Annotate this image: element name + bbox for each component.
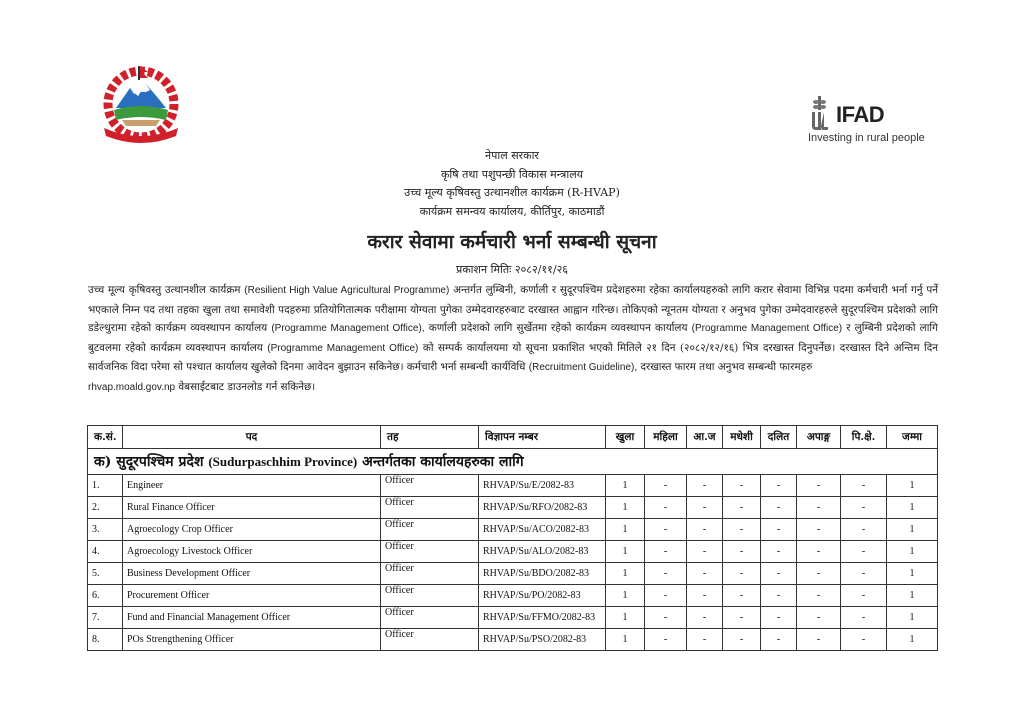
cell-madhesi: - (723, 607, 761, 629)
cell-serial: 1. (88, 475, 123, 497)
cell-dalit: - (761, 585, 797, 607)
cell-women: - (645, 607, 687, 629)
cell-disabled: - (797, 629, 841, 651)
cell-total: 1 (887, 563, 938, 585)
cell-backward-region: - (841, 519, 887, 541)
para-text: र लुम्बिनी प्रदेशको लागि बुटवलमा रहेको कार्यक्रम व्यवस्थापन कार्यालय (88, 322, 938, 354)
cell-dalit: - (761, 497, 797, 519)
ifad-wordmark: IFAD (836, 102, 885, 127)
cell-post: Engineer (123, 475, 381, 497)
cell-total: 1 (887, 629, 938, 651)
cell-advert-no: RHVAP/Su/PSO/2082-83 (479, 629, 606, 651)
cell-madhesi: - (723, 629, 761, 651)
cell-open: 1 (606, 497, 645, 519)
cell-open: 1 (606, 475, 645, 497)
col-open: खुला (606, 426, 645, 449)
cell-total: 1 (887, 497, 938, 519)
cell-serial: 4. (88, 541, 123, 563)
col-disabled: अपाङ्ग (797, 426, 841, 449)
cell-women: - (645, 519, 687, 541)
cell-indigenous: - (687, 519, 723, 541)
notice-paragraph (88, 281, 938, 398)
cell-madhesi: - (723, 541, 761, 563)
column-header-row (88, 426, 938, 449)
cell-indigenous: - (687, 629, 723, 651)
cell-madhesi: - (723, 475, 761, 497)
table-row (88, 563, 938, 585)
para-text: दरखास्त फारम तथा अनुभव सम्बन्धी फारमहरु (640, 361, 813, 374)
cell-advert-no: RHVAP/Su/E/2082-83 (479, 475, 606, 497)
col-indigenous: आ.ज (687, 426, 723, 449)
header-line-programme: उच्च मूल्य कृषिवस्तु उत्थानशील कार्यक्रम (R-HVAP) (404, 186, 620, 199)
cell-level: Officer (381, 563, 479, 585)
col-serial: क.सं. (88, 426, 123, 449)
cell-indigenous: - (687, 563, 723, 585)
cell-disabled: - (797, 541, 841, 563)
ifad-logo (806, 96, 936, 146)
cell-level: Officer (381, 519, 479, 541)
cell-serial: 7. (88, 607, 123, 629)
cell-level: Officer (381, 475, 479, 497)
cell-madhesi: - (723, 497, 761, 519)
cell-disabled: - (797, 519, 841, 541)
cell-backward-region: - (841, 629, 887, 651)
col-madhesi: मधेशी (723, 426, 761, 449)
cell-indigenous: - (687, 585, 723, 607)
cell-dalit: - (761, 475, 797, 497)
cell-total: 1 (887, 475, 938, 497)
cell-post: Rural Finance Officer (123, 497, 381, 519)
cell-total: 1 (887, 607, 938, 629)
cell-dalit: - (761, 629, 797, 651)
para-text-en: (Recruitment Guideline), (528, 362, 638, 374)
cell-backward-region: - (841, 563, 887, 585)
cell-post: Agroecology Livestock Officer (123, 541, 381, 563)
cell-dalit: - (761, 607, 797, 629)
cell-post: Fund and Financial Management Officer (123, 607, 381, 629)
cell-advert-no: RHVAP/Su/BDO/2082-83 (479, 563, 606, 585)
page-title: करार सेवामा कर्मचारी भर्ना सम्बन्धी सूचना (367, 231, 657, 253)
cell-indigenous: - (687, 541, 723, 563)
cell-disabled: - (797, 585, 841, 607)
col-advert-no: विज्ञापन नम्बर (479, 426, 606, 449)
table-row (88, 629, 938, 651)
para-text: वेबसाईटबाट डाउनलोड गर्न सकिनेछ। (178, 380, 316, 393)
para-text: को सम्पर्क कार्यालयमा यो सूचना प्रकाशित भएको मितिले २१ दिन (२०८२/१२/१६) भित्र दरखास्त दिनुपर्नेछ। दरखास्त दिने अन्तिम दिन सार्वजनिक विदा परेमा सो पश्चात कार्यालय खुलेको दिनमा आवेदन बुझाउन सकिनेछ। कर्मचारी भर्ना सम्बन्धी कार्यविधि (88, 341, 938, 374)
cell-open: 1 (606, 585, 645, 607)
cell-women: - (645, 541, 687, 563)
ifad-wheat-icon (806, 96, 834, 132)
cell-total: 1 (887, 519, 938, 541)
cell-dalit: - (761, 519, 797, 541)
header-line-ministry: कृषि तथा पशुपन्छी विकास मन्त्रालय (440, 168, 584, 181)
section-title (88, 449, 938, 475)
para-text: अन्तर्गत लुम्बिनी, कर्णाली र सुदूरपश्चिम प्रदेशहरुमा रहेका कार्यालयहरुको लागि करार सेवामा विभिन्न पदमा कर्मचारी भर्ना गर्नु पर्ने भएकाले निम्न पद तथा तहका खुला तथा समावेशी पदहरुमा प्रतियोगितात्मक परीक्षामा योग्यता पुगेका उम्मेदवारहरुबाट दरखास्त आह्वान गरिन्छ। तोकिएको न्यूनतम योग्यता र अनुभव पुगेका उम्मेदवारहरुले सुदूरपश्चिम प्रदेशको लागि डडेल्धुरामा रहेको कार्यक्रम व्यवस्थापन कार्यालय (88, 284, 938, 335)
cell-women: - (645, 629, 687, 651)
cell-women: - (645, 585, 687, 607)
cell-serial: 6. (88, 585, 123, 607)
cell-serial: 5. (88, 563, 123, 585)
para-text-en: (Resilient High Value Agricultural Programme) (244, 285, 450, 296)
col-dalit: दलित (761, 426, 797, 449)
cell-indigenous: - (687, 607, 723, 629)
header-line-office: कार्यक्रम समन्वय कार्यालय, कीर्तिपुर, काठमाडौं (419, 205, 605, 218)
cell-backward-region: - (841, 541, 887, 563)
para-text-en: (Programme Management Office) (691, 323, 843, 335)
table-row (88, 497, 938, 519)
cell-backward-region: - (841, 585, 887, 607)
positions-table (87, 425, 938, 651)
cell-disabled: - (797, 497, 841, 519)
cell-level: Officer (381, 497, 479, 519)
cell-advert-no: RHVAP/Su/FFMO/2082-83 (479, 607, 606, 629)
table-row (88, 607, 938, 629)
cell-open: 1 (606, 563, 645, 585)
cell-level: Officer (381, 585, 479, 607)
cell-madhesi: - (723, 519, 761, 541)
col-women: महिला (645, 426, 687, 449)
col-total: जम्मा (887, 426, 938, 449)
cell-total: 1 (887, 585, 938, 607)
cell-serial: 2. (88, 497, 123, 519)
cell-women: - (645, 497, 687, 519)
cell-indigenous: - (687, 497, 723, 519)
cell-advert-no: RHVAP/Su/ACO/2082-83 (479, 519, 606, 541)
section-title-en: (Sudurpaschhim Province) (208, 454, 358, 469)
cell-disabled: - (797, 607, 841, 629)
cell-indigenous: - (687, 475, 723, 497)
cell-dalit: - (761, 563, 797, 585)
cell-backward-region: - (841, 607, 887, 629)
cell-post: Procurement Officer (123, 585, 381, 607)
cell-women: - (645, 475, 687, 497)
ifad-tagline: Investing in rural people (808, 132, 925, 144)
cell-level: Officer (381, 629, 479, 651)
cell-open: 1 (606, 519, 645, 541)
section-header-row (88, 449, 938, 475)
cell-open: 1 (606, 607, 645, 629)
cell-advert-no: RHVAP/Su/RFO/2082-83 (479, 497, 606, 519)
header-line-government: नेपाल सरकार (485, 149, 539, 162)
cell-post: Agroecology Crop Officer (123, 519, 381, 541)
cell-advert-no: RHVAP/Su/ALO/2082-83 (479, 541, 606, 563)
cell-level: Officer (381, 607, 479, 629)
col-level: तह (381, 426, 479, 449)
cell-level: Officer (381, 541, 479, 563)
para-text: उच्च मूल्य कृषिवस्तु उत्थानशील कार्यक्रम (88, 284, 241, 296)
cell-total: 1 (887, 541, 938, 563)
cell-advert-no: RHVAP/Su/PO/2082-83 (479, 585, 606, 607)
cell-post: POs Strengthening Officer (123, 629, 381, 651)
table-row (88, 585, 938, 607)
col-backward-region: पि.क्षे. (841, 426, 887, 449)
table-row (88, 541, 938, 563)
cell-madhesi: - (723, 563, 761, 585)
section-title-suffix: अन्तर्गतका कार्यालयहरुका लागि (362, 454, 524, 470)
cell-disabled: - (797, 563, 841, 585)
cell-women: - (645, 563, 687, 585)
cell-open: 1 (606, 541, 645, 563)
cell-madhesi: - (723, 585, 761, 607)
website-link[interactable]: rhvap.moald.gov.np (88, 381, 176, 393)
cell-dalit: - (761, 541, 797, 563)
cell-open: 1 (606, 629, 645, 651)
cell-backward-region: - (841, 475, 887, 497)
para-text-en: (Programme Management Office), (271, 323, 425, 335)
para-text-en: (Programme Management Office) (267, 342, 419, 354)
table-row (88, 475, 938, 497)
cell-post: Business Development Officer (123, 563, 381, 585)
para-text: कर्णाली प्रदेशको लागि सुर्खेतमा रहेको कार्यक्रम व्यवस्थापन कार्यालय (428, 322, 688, 335)
cell-disabled: - (797, 475, 841, 497)
col-post: पद (123, 426, 381, 449)
table-row (88, 519, 938, 541)
cell-serial: 3. (88, 519, 123, 541)
cell-backward-region: - (841, 497, 887, 519)
publication-date: प्रकाशन मितिः २०८२/११/२६ (455, 263, 569, 276)
nepal-government-emblem (86, 64, 196, 146)
section-title-prefix: क) सुदूरपश्चिम प्रदेश (94, 454, 204, 470)
cell-serial: 8. (88, 629, 123, 651)
